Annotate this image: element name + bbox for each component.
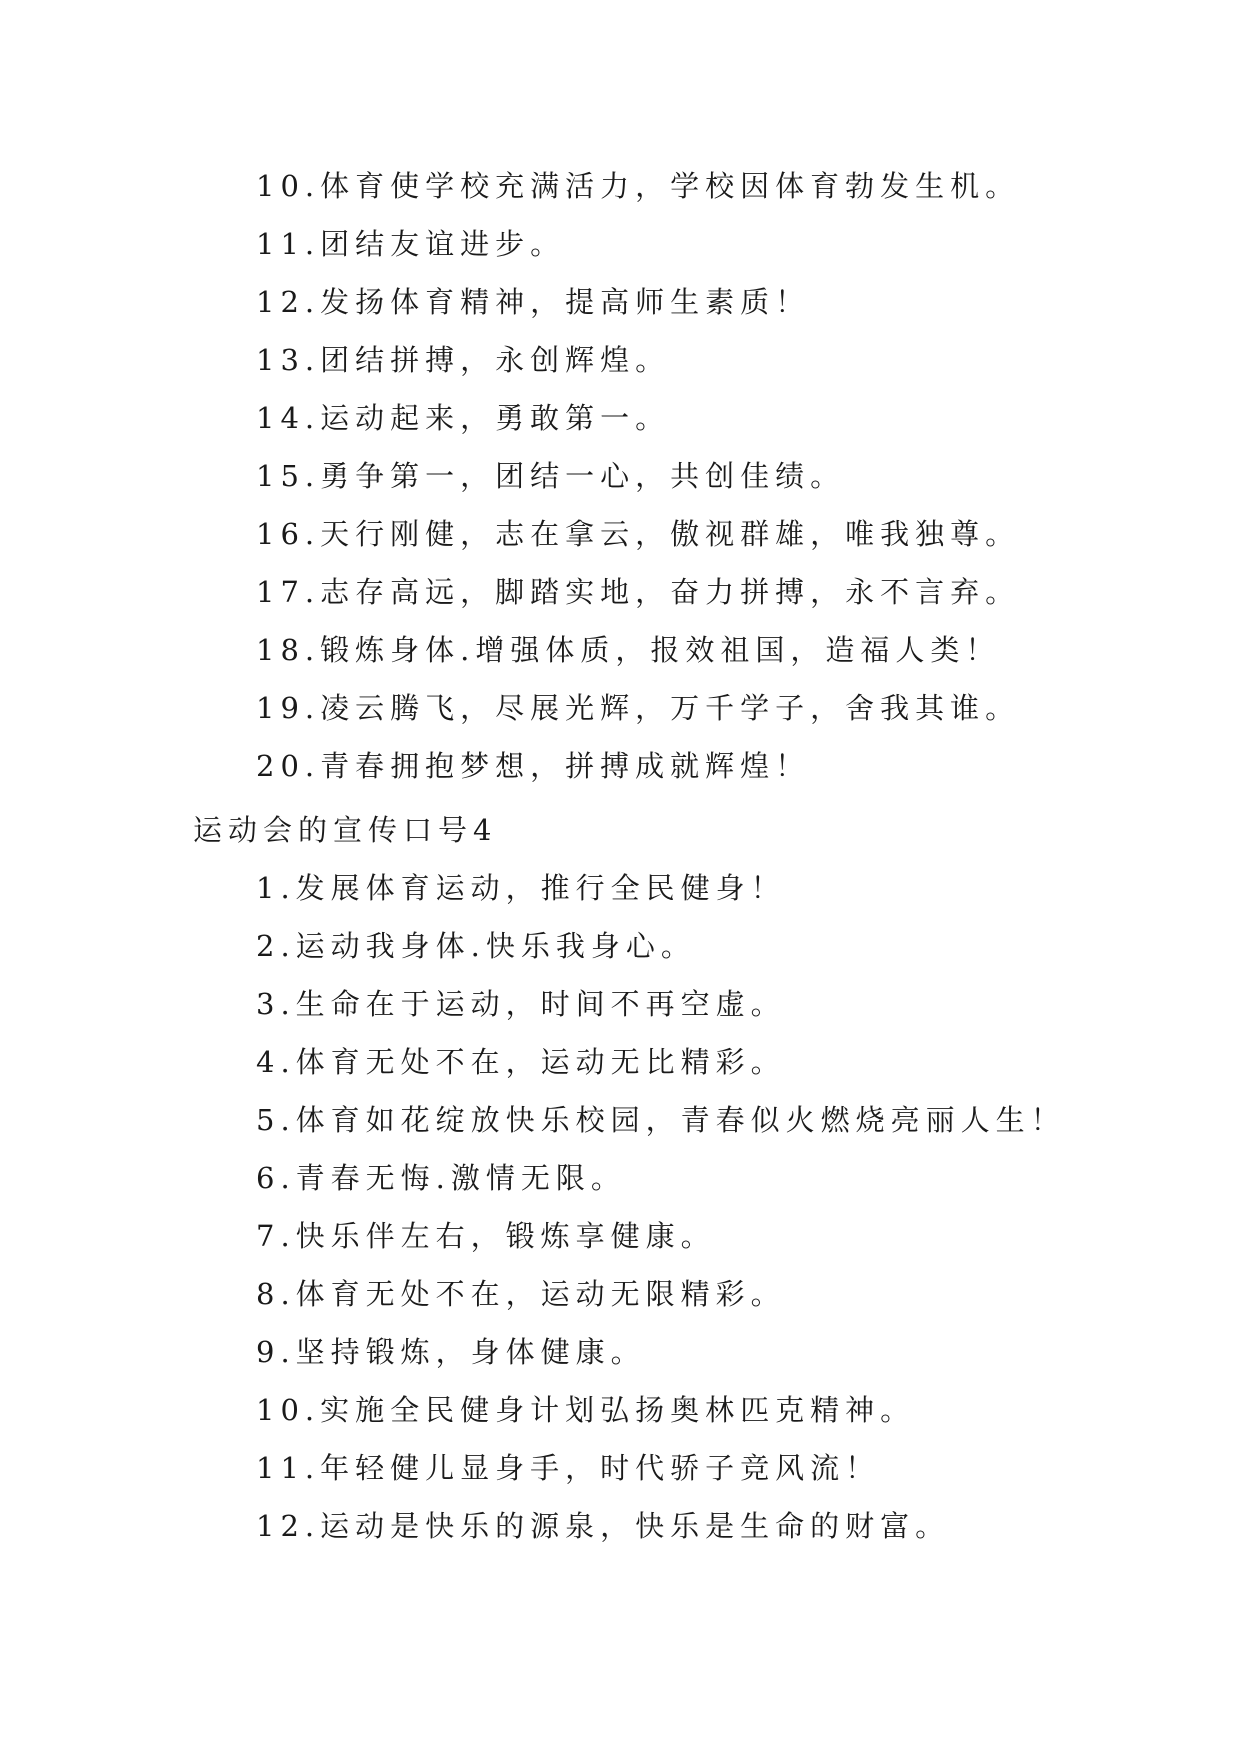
list-item: 4.体育无处不在，运动无比精彩。 bbox=[256, 1045, 786, 1079]
list-item: 10.体育使学校充满活力，学校因体育勃发生机。 bbox=[256, 169, 1021, 203]
list-item: 19.凌云腾飞，尽展光辉，万千学子，舍我其谁。 bbox=[256, 691, 1021, 725]
list-item: 3.生命在于运动，时间不再空虚。 bbox=[256, 987, 786, 1021]
slogan-list-part-1 bbox=[0, 157, 1241, 795]
list-item: 9.坚持锻炼，身体健康。 bbox=[256, 1335, 646, 1369]
section-heading-block bbox=[0, 801, 1241, 859]
list-item: 12.发扬体育精神，提高师生素质！ bbox=[256, 285, 811, 319]
section-heading: 运动会的宣传口号4 bbox=[193, 813, 498, 847]
list-item: 11.团结友谊进步。 bbox=[256, 227, 566, 261]
slogan-list-part-2 bbox=[0, 859, 1241, 1555]
list-item: 7.快乐伴左右，锻炼享健康。 bbox=[256, 1219, 716, 1253]
list-item: 17.志存高远，脚踏实地，奋力拼搏，永不言弃。 bbox=[256, 575, 1021, 609]
list-item: 1.发展体育运动，推行全民健身！ bbox=[256, 871, 786, 905]
list-item: 18.锻炼身体.增强体质，报效祖国，造福人类！ bbox=[256, 633, 1001, 667]
list-item: 16.天行刚健，志在拿云，傲视群雄，唯我独尊。 bbox=[256, 517, 1021, 551]
list-item: 6.青春无悔.激情无限。 bbox=[256, 1161, 626, 1195]
list-item: 14.运动起来，勇敢第一。 bbox=[256, 401, 671, 435]
list-item: 12.运动是快乐的源泉，快乐是生命的财富。 bbox=[256, 1509, 951, 1543]
list-item: 15.勇争第一，团结一心，共创佳绩。 bbox=[256, 459, 846, 493]
list-item: 13.团结拼搏，永创辉煌。 bbox=[256, 343, 671, 377]
list-item: 8.体育无处不在，运动无限精彩。 bbox=[256, 1277, 786, 1311]
list-item: 11.年轻健儿显身手，时代骄子竞风流！ bbox=[256, 1451, 881, 1485]
list-item: 20.青春拥抱梦想，拼搏成就辉煌！ bbox=[256, 749, 811, 783]
list-item: 5.体育如花绽放快乐校园，青春似火燃烧亮丽人生！ bbox=[256, 1103, 1066, 1137]
list-item: 2.运动我身体.快乐我身心。 bbox=[256, 929, 696, 963]
list-item: 10.实施全民健身计划弘扬奥林匹克精神。 bbox=[256, 1393, 916, 1427]
